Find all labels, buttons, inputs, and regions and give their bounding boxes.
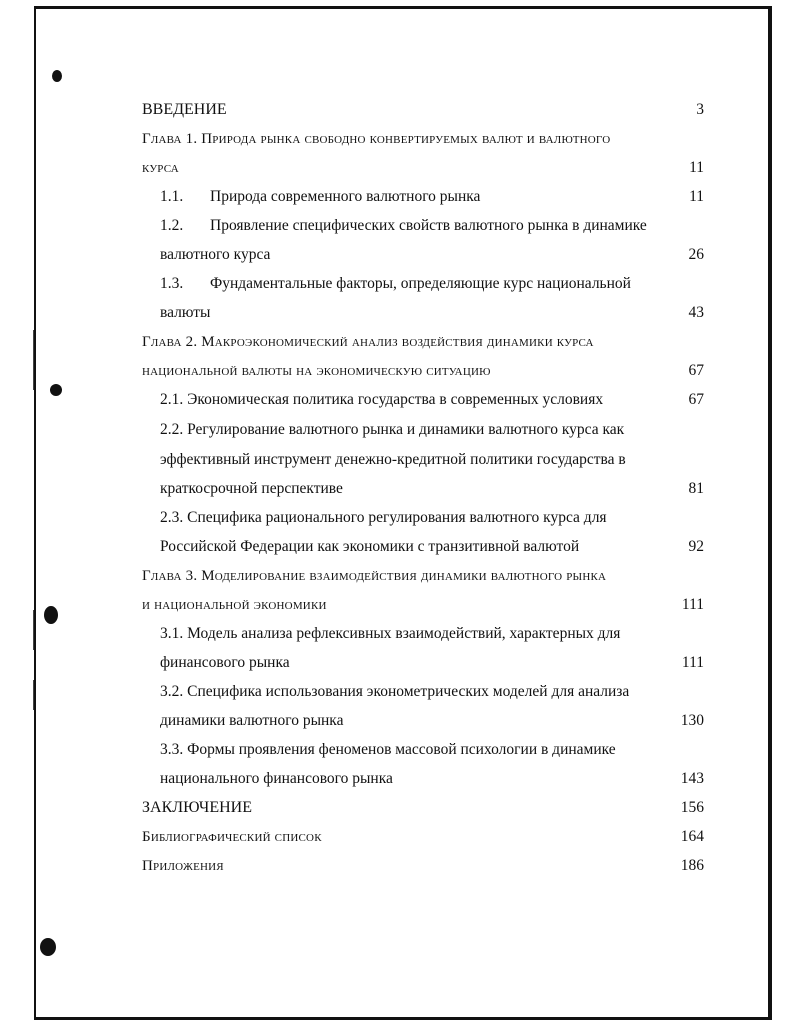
toc-appendices-page: 186 — [680, 857, 704, 874]
toc-section-3-1: 3.1. Модель анализа рефлексивных взаимодействий, характерных для — [160, 625, 621, 642]
toc-section-3-3: 3.3. Формы проявления феноменов массовой психологии в динамике — [160, 741, 616, 758]
section-title: Проявление специфических свойств валютного рынка в динамике — [210, 217, 647, 234]
toc-appendices-title: Приложения — [142, 858, 224, 874]
toc-section-1-2-line2: валютного курса — [160, 246, 271, 263]
section-number: 1.2. — [160, 217, 184, 234]
toc-intro-page: 3 — [696, 101, 704, 118]
toc-chapter3-title-line2: и национальной экономики — [142, 597, 327, 613]
toc-section-1-3 — [160, 274, 631, 294]
toc-section-2-2-line2: эффективный инструмент денежно-кредитной политики государства в — [160, 451, 626, 468]
toc-intro-title: ВВЕДЕНИЕ — [142, 101, 227, 118]
toc-section-3-1-page: 111 — [681, 654, 704, 671]
toc-chapter1-page: 11 — [689, 159, 704, 176]
toc-section-1-2-page: 26 — [688, 246, 704, 263]
toc-conclusion-page: 156 — [680, 799, 704, 816]
toc-section-2-3-page: 92 — [688, 538, 704, 555]
toc-section-2-3: 2.3. Специфика рационального регулирования валютного курса для — [160, 509, 607, 526]
toc-section-1-2 — [160, 216, 647, 236]
toc-section-3-2: 3.2. Специфика использования эконометрических моделей для анализа — [160, 683, 630, 700]
toc-section-2-2: 2.2. Регулирование валютного рынка и динамики валютного курса как — [160, 421, 625, 438]
toc-chapter3-page: 111 — [681, 596, 704, 613]
section-number: 1.1. — [160, 188, 184, 205]
toc-section-3-3-line2: национального финансового рынка — [160, 770, 393, 787]
toc-chapter2-page: 67 — [688, 362, 704, 379]
toc-section-2-1: 2.1. Экономическая политика государства в современных условиях — [160, 391, 604, 408]
toc-conclusion-title: ЗАКЛЮЧЕНИЕ — [142, 799, 252, 816]
toc-section-3-3-page: 143 — [680, 770, 704, 787]
toc-section-1-3-page: 43 — [688, 304, 704, 321]
toc-section-1-1 — [160, 187, 480, 207]
toc-bibliography-title: Библиографический список — [142, 829, 322, 845]
section-title: Природа современного валютного рынка — [210, 188, 481, 205]
toc-section-1-1-page: 11 — [689, 188, 704, 205]
toc-section-2-2-line3: краткосрочной перспективе — [160, 480, 343, 497]
toc-section-2-3-line2: Российской Федерации как экономики с транзитивной валютой — [160, 538, 580, 555]
toc-section-3-2-page: 130 — [680, 712, 704, 729]
toc-section-1-3-line2: валюты — [160, 304, 211, 321]
section-title: Фундаментальные факторы, определяющие курс национальной — [210, 275, 631, 292]
toc-section-3-2-line2: динамики валютного рынка — [160, 712, 344, 729]
toc-bibliography-page: 164 — [680, 828, 704, 845]
toc-chapter2-title-line2: национальной валюты на экономическую ситуацию — [142, 363, 491, 379]
toc-chapter2-title-line1: Глава 2. Макроэкономический анализ воздействия динамики курса — [142, 334, 594, 350]
section-number: 1.3. — [160, 275, 184, 292]
toc-chapter1-title-line1: Глава 1. Природа рынка свободно конвертируемых валют и валютного — [142, 131, 611, 147]
toc-chapter3-title-line1: Глава 3. Моделирование взаимодействия динамики валютного рынка — [142, 568, 607, 584]
toc-chapter1-title-line2: курса — [142, 160, 179, 176]
toc-section-3-1-line2: финансового рынка — [160, 654, 290, 671]
toc-section-2-1-page: 67 — [688, 391, 704, 408]
toc-section-2-2-page: 81 — [688, 480, 704, 497]
